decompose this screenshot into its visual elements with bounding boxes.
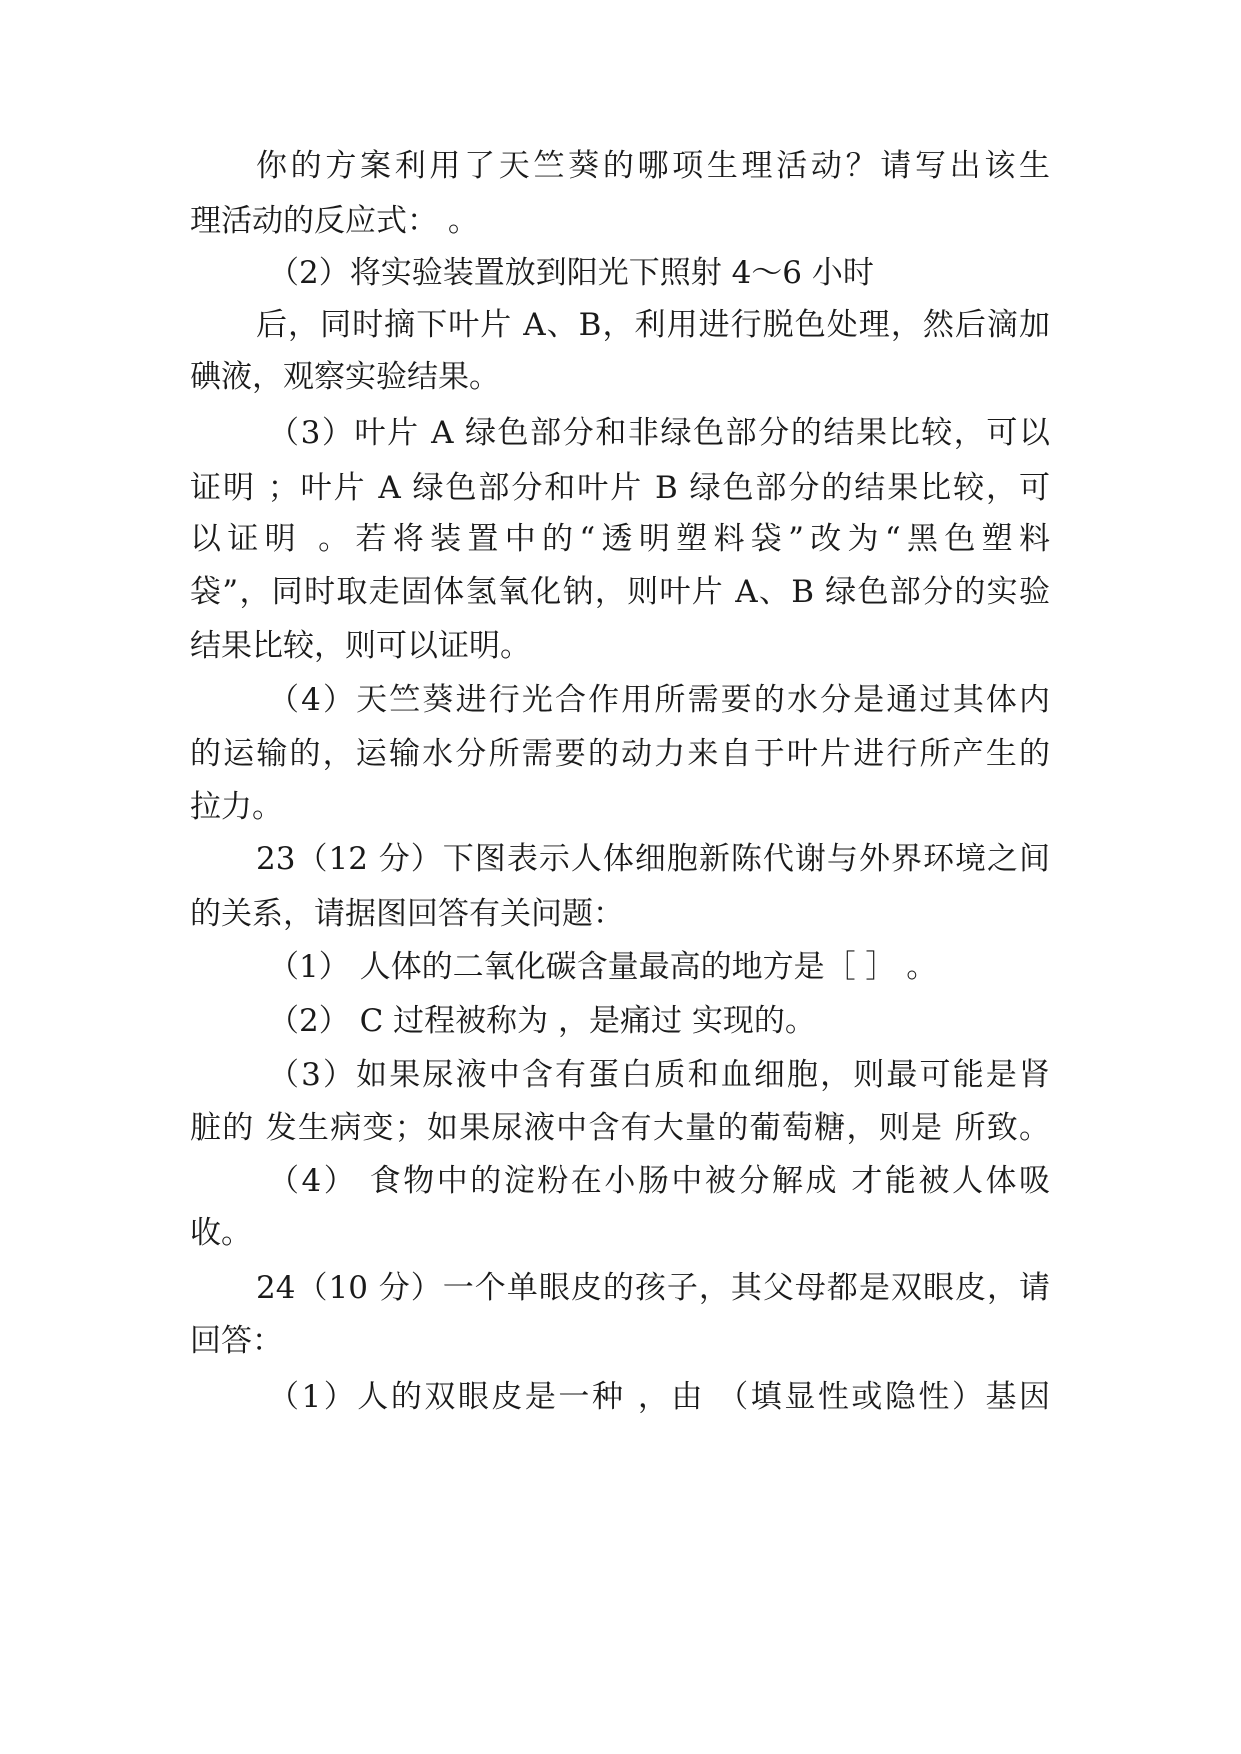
text-line: 袋”，同时取走固体氢氧化钠，则叶片 A、B 绿色部分的实验 [190, 574, 1050, 610]
text-line: （3）如果尿液中含有蛋白质和血细胞，则最可能是肾 [268, 1057, 1050, 1093]
text-line: 收。 [190, 1215, 252, 1251]
text-line: 的运输的，运输水分所需要的动力来自于叶片进行所产生的 [190, 736, 1050, 772]
text-line: 证明 ；叶片 A 绿色部分和叶片 B 绿色部分的结果比较，可 [190, 470, 1050, 506]
text-line: （1）人的双眼皮是一种 ，由 （填显性或隐性）基因 [268, 1379, 1050, 1415]
text-line: 拉力。 [190, 789, 283, 825]
text-line: （4）天竺葵进行光合作用所需要的水分是通过其体内 [268, 682, 1050, 718]
text-line: 你的方案利用了天竺葵的哪项生理活动？请写出该生 [256, 148, 1050, 184]
text-line: （1） 人体的二氧化碳含量最高的地方是［ ］ 。 [268, 949, 938, 985]
text-line: （3）叶片 A 绿色部分和非绿色部分的结果比较，可以 [268, 415, 1050, 451]
text-line: 理活动的反应式： 。 [190, 203, 479, 239]
text-line: 24（10 分）一个单眼皮的孩子，其父母都是双眼皮，请 [256, 1270, 1050, 1306]
text-line: 的关系，请据图回答有关问题： [190, 896, 624, 932]
text-line: （4） 食物中的淀粉在小肠中被分解成 才能被人体吸 [268, 1163, 1050, 1199]
text-line: 结果比较，则可以证明。 [190, 628, 531, 664]
text-line: （2）将实验装置放到阳光下照射 4～6 小时 [268, 255, 874, 291]
text-line: 23（12 分）下图表示人体细胞新陈代谢与外界环境之间 [256, 841, 1050, 877]
text-line: 以证明 。若将装置中的“透明塑料袋”改为“黑色塑料 [190, 521, 1050, 557]
text-line: 脏的 发生病变；如果尿液中含有大量的葡萄糖，则是 所致。 [190, 1110, 1050, 1146]
text-line: 回答： [190, 1323, 283, 1359]
text-line: （2） C 过程被称为 ，是痛过 实现的。 [268, 1003, 816, 1039]
text-line: 碘液，观察实验结果。 [190, 359, 500, 395]
text-line: 后，同时摘下叶片 A、B，利用进行脱色处理，然后滴加 [256, 307, 1050, 343]
